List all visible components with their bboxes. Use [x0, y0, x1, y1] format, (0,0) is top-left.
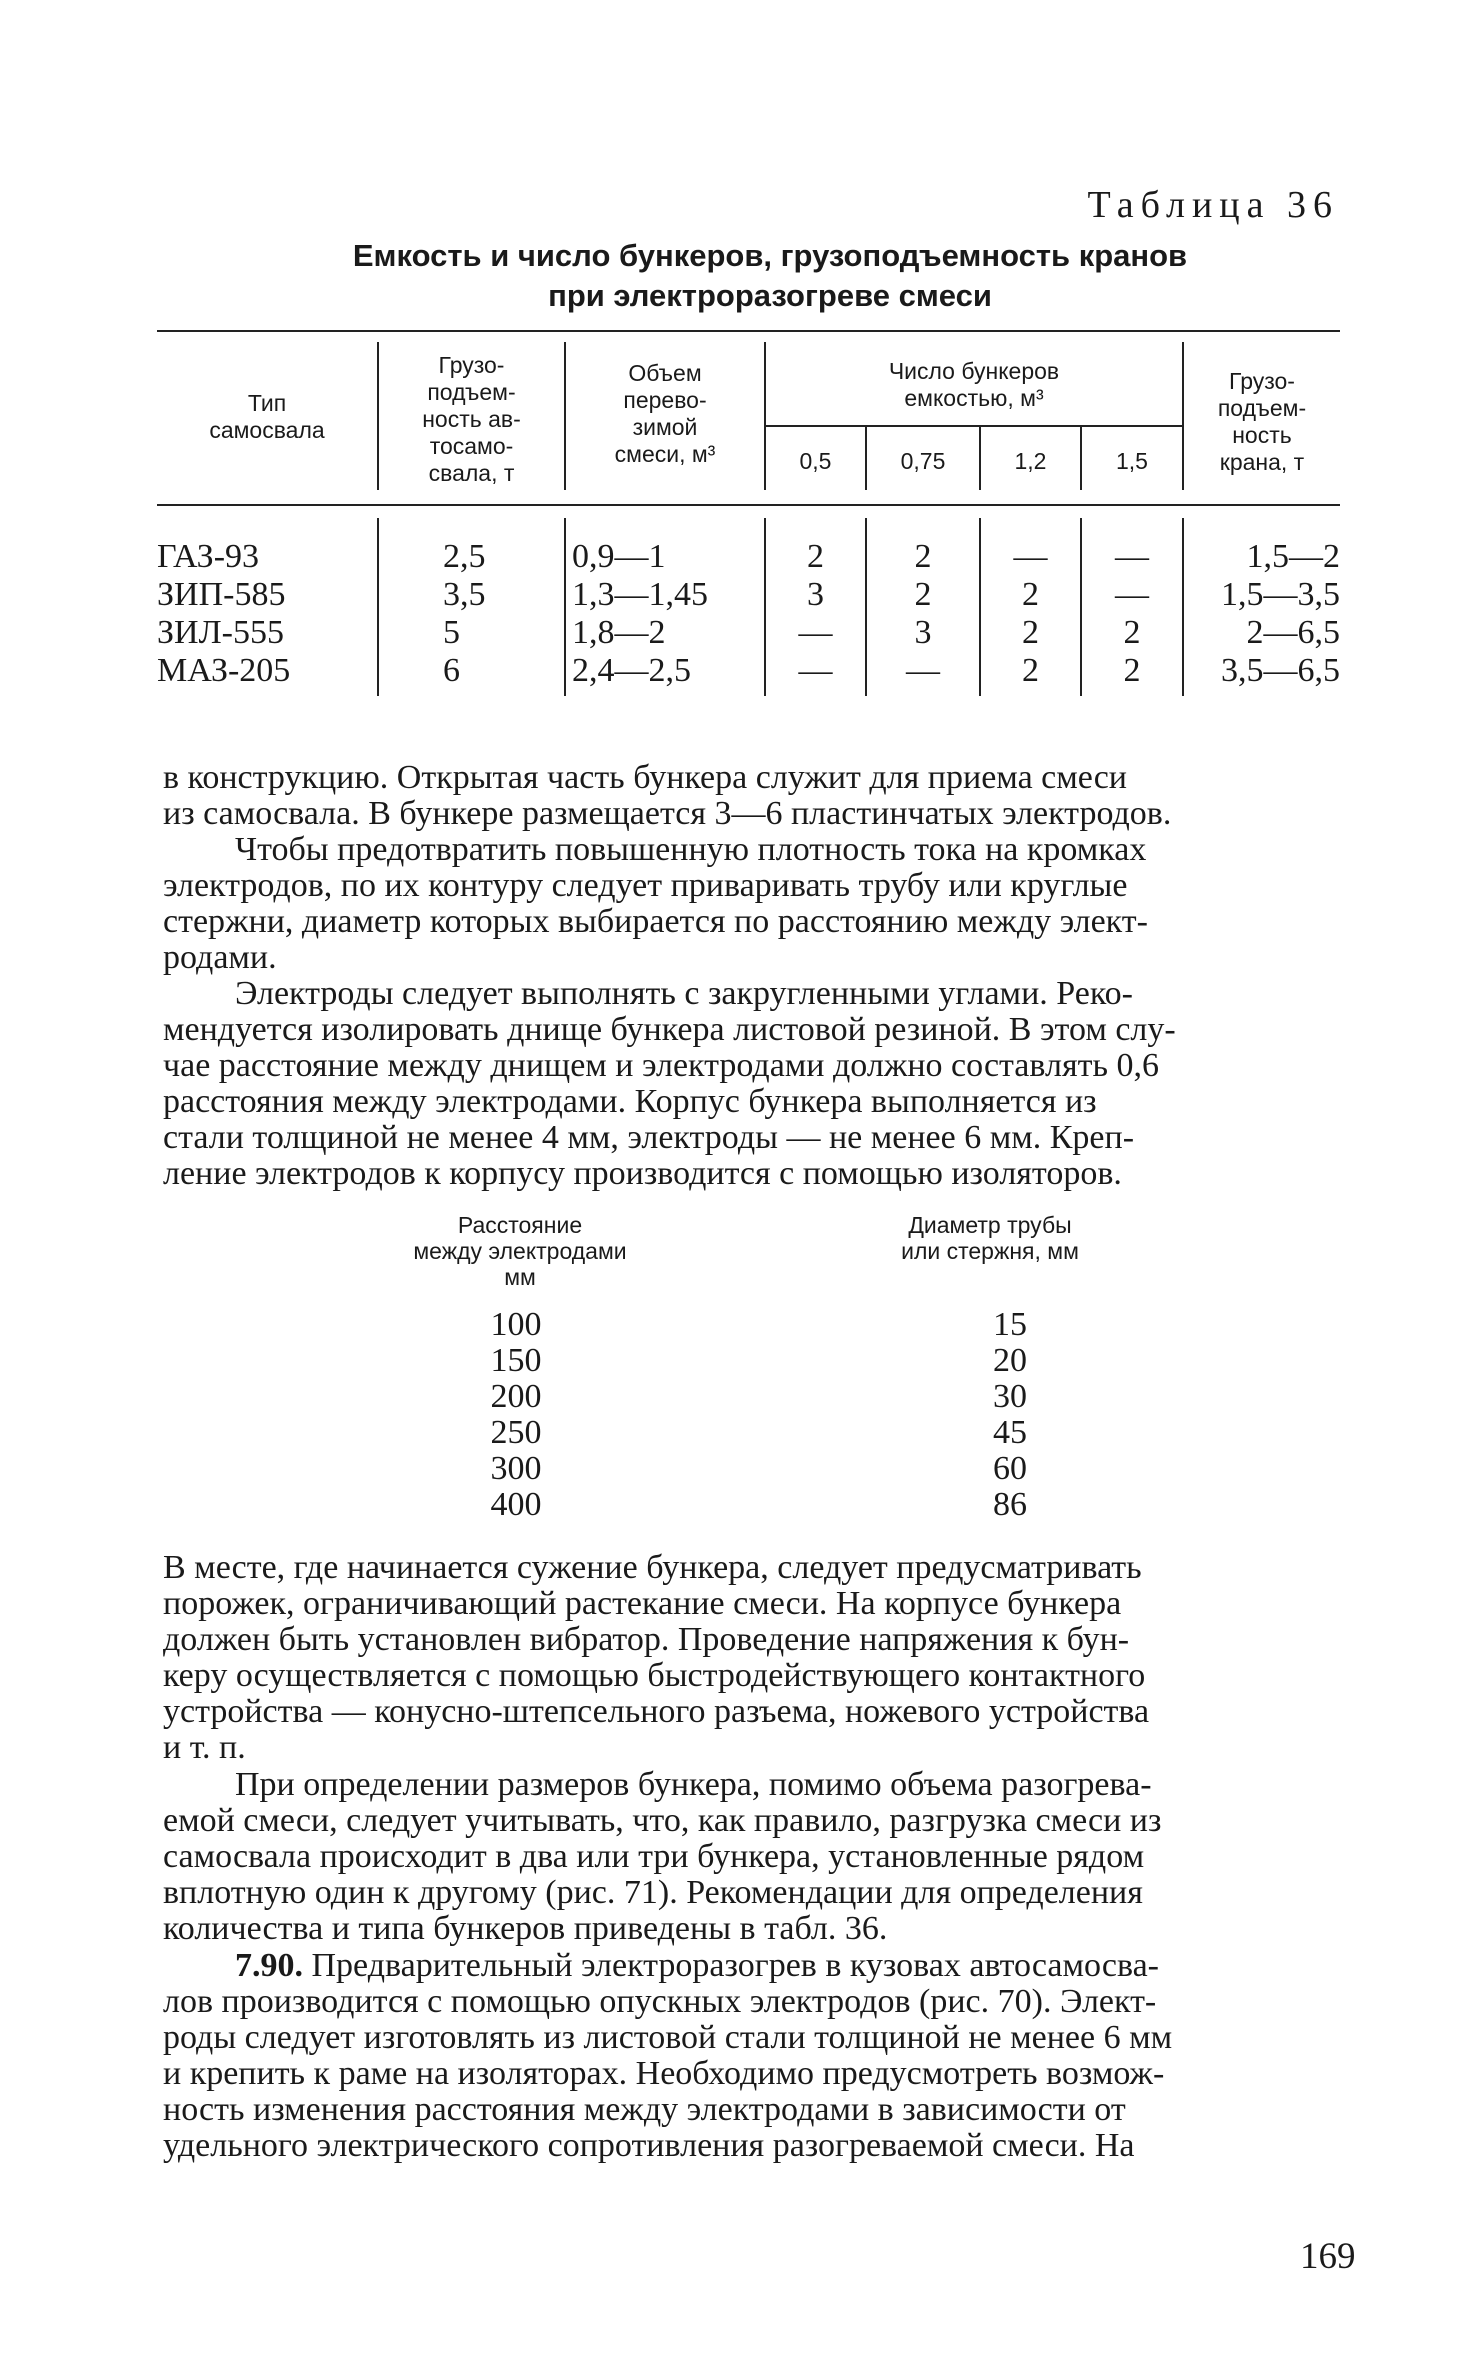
column-bunker-0-5: [766, 538, 865, 690]
text-line: чае расстояние между днищем и электродами должно составлять 0,6: [163, 1047, 1159, 1084]
table-cell: 2: [914, 576, 932, 613]
table-cell: 200: [490, 1378, 542, 1415]
table-cell: 2,5: [443, 538, 486, 575]
text-line: емой смеси, следует учитывать, что, как правило, разгрузка смеси из: [163, 1802, 1162, 1839]
column-truck-capacity: [443, 538, 553, 690]
table-title-line: Емкость и число бункеров, грузоподъемность кранов: [352, 238, 1188, 273]
table-cell: 3: [807, 576, 824, 613]
table-cell: 1,5—2: [1246, 538, 1340, 575]
text-line: в конструкцию. Открытая часть бункера служит для приема смеси: [163, 759, 1127, 796]
paragraph: [163, 1948, 1343, 2164]
text-line: При определении размеров бункера, помимо объема разогрева-: [235, 1766, 1152, 1803]
text-line: родами.: [163, 939, 277, 976]
table-cell: 100: [490, 1306, 542, 1343]
col-rule: [377, 518, 379, 696]
column-bunker-1-2: [981, 538, 1080, 690]
table-cell: 1,8—2: [572, 614, 666, 651]
table-cell: МАЗ-205: [157, 652, 291, 689]
table-cell: 2—6,5: [1246, 614, 1340, 651]
header-text: между электродами: [413, 1238, 627, 1264]
text-line: мендуется изолировать днище бункера листовой резиной. В этом слу-: [163, 1011, 1176, 1048]
table-cell: 2: [1123, 652, 1141, 689]
paragraph: [163, 1767, 1343, 1947]
header-text: емкостью, м³: [904, 385, 1044, 411]
header-text: мм: [504, 1264, 536, 1290]
table-cell: 3,5—6,5: [1221, 652, 1340, 689]
table-cell: 60: [993, 1450, 1027, 1487]
text-line: электродов, по их контуру следует приваривать трубу или круглые: [163, 867, 1128, 904]
table-cell: ГАЗ-93: [157, 538, 260, 575]
table-cell: ЗИЛ-555: [157, 614, 284, 651]
table-cell: 20: [993, 1342, 1027, 1379]
paragraph: [163, 760, 1343, 832]
table-cell: 2: [807, 538, 824, 575]
header-text: крана, т: [1219, 449, 1305, 475]
text-line: количества и типа бункеров приведены в табл. 36.: [163, 1910, 888, 1947]
header-text: свала, т: [428, 460, 515, 486]
header-text: Число бункеров: [888, 358, 1060, 384]
table-cell: 150: [490, 1342, 542, 1379]
page-number: 169: [1300, 2236, 1356, 2277]
header-text: тосамо-: [429, 433, 514, 459]
table-cell: —: [1013, 538, 1048, 575]
distance-header: [340, 1212, 700, 1290]
table-cell: 2: [914, 538, 932, 575]
header-text: ность ав-: [422, 406, 521, 432]
table-cell: 2: [1022, 614, 1039, 651]
section-number: 7.90.: [235, 1947, 303, 1984]
text-line: порожек, ограничивающий растекание смеси. На корпусе бункера: [163, 1585, 1122, 1622]
table-cell: 400: [490, 1486, 542, 1523]
table-cell: 2: [1022, 652, 1039, 689]
table-cell: 86: [993, 1486, 1027, 1523]
column-bunker-1-5: [1082, 538, 1182, 690]
header-text: смеси, м³: [614, 441, 716, 467]
header-text: самосвала: [209, 417, 325, 443]
header-text: Грузо-: [1229, 368, 1295, 394]
header-volume: [566, 360, 764, 468]
table-top-rule: [157, 330, 1340, 332]
header-text: зимой: [632, 414, 698, 440]
header-text: Объем: [628, 360, 702, 386]
table-cell: 0,9—1: [572, 538, 666, 575]
text-line: керу осуществляется с помощью быстродействующего контактного: [163, 1657, 1146, 1694]
text-line: В месте, где начинается сужение бункера, следует предусматривать: [163, 1549, 1142, 1586]
diameter-header: [830, 1212, 1150, 1264]
header-bunker-0-75: 0,75: [900, 448, 946, 474]
header-text: или стержня, мм: [901, 1238, 1079, 1264]
header-bunker-1-5: 1,5: [1116, 448, 1148, 474]
header-bunkers-group: [766, 358, 1182, 412]
table-cell: 1,3—1,45: [572, 576, 708, 613]
table-header-rule: [157, 504, 1340, 506]
text-line: из самосвала. В бункере размещается 3—6 пластинчатых электродов.: [163, 795, 1172, 832]
table-label: Таблица 36: [1087, 184, 1339, 226]
table-title-line: при электроразогреве смеси: [548, 278, 992, 313]
text-line: и т. п.: [163, 1729, 246, 1766]
table-cell: 3,5: [443, 576, 486, 613]
table-cell: ЗИП-585: [157, 576, 286, 613]
text-line: ление электродов к корпусу производится с помощью изоляторов.: [163, 1155, 1122, 1192]
text-line: роды следует изготовлять из листовой стали толщиной не менее 6 мм: [163, 2019, 1173, 2056]
header-text: подъем-: [1217, 395, 1307, 421]
text-line: стали толщиной не менее 4 мм, электроды — не менее 6 мм. Креп-: [163, 1119, 1135, 1156]
text-line: вплотную один к другому (рис. 71). Рекомендации для определения: [163, 1874, 1143, 1911]
header-text: Диаметр трубы: [908, 1212, 1072, 1238]
text-line: лов производится с помощью опускных электродов (рис. 70). Элект-: [163, 1983, 1157, 2020]
diameter-column: [940, 1307, 1080, 1523]
table-cell: 45: [993, 1414, 1027, 1451]
bunker-group-rule: [764, 425, 1182, 427]
table-cell: 1,5—3,5: [1221, 576, 1340, 613]
column-truck-type: [157, 538, 367, 690]
table-cell: —: [798, 614, 833, 651]
header-truck-type: [157, 390, 377, 444]
header-text: подъем-: [427, 379, 516, 405]
table-cell: 5: [443, 614, 460, 651]
header-text: Тип: [247, 390, 287, 416]
paragraph: [163, 976, 1343, 1192]
text-line: [163, 1948, 1343, 1984]
header-text: перево-: [623, 387, 707, 413]
header-crane-capacity: [1184, 368, 1340, 476]
paragraph: [163, 832, 1343, 976]
table-cell: 15: [993, 1306, 1027, 1343]
column-crane-capacity: [1184, 538, 1340, 690]
header-truck-capacity: [379, 352, 564, 487]
text-line: устройства — конусно-штепсельного разъема, ножевого устройства: [163, 1693, 1150, 1730]
table-cell: 6: [443, 652, 460, 689]
header-text: Расстояние: [457, 1212, 583, 1238]
distance-column: [446, 1307, 586, 1523]
header-text: ность: [1232, 422, 1292, 448]
table-cell: —: [1115, 538, 1149, 575]
table-cell: —: [1115, 576, 1149, 613]
table-cell: 2,4—2,5: [572, 652, 691, 689]
text-line: должен быть установлен вибратор. Проведение напряжения к бун-: [163, 1621, 1130, 1658]
table-cell: —: [906, 652, 940, 689]
column-volume: [572, 538, 762, 690]
table-title: [180, 236, 1360, 316]
table-cell: —: [798, 652, 833, 689]
col-rule: [564, 518, 566, 696]
header-text: Грузо-: [438, 352, 505, 378]
table-cell: 250: [490, 1414, 542, 1451]
paragraph: [163, 1550, 1343, 1766]
column-bunker-0-75: [867, 538, 979, 690]
header-bunker-0-5: 0,5: [799, 448, 832, 474]
header-bunker-1-2: 1,2: [1014, 448, 1047, 474]
text-line: стержни, диаметр которых выбирается по расстоянию между элект-: [163, 903, 1148, 940]
text-line: Электроды следует выполнять с закругленными углами. Реко-: [235, 975, 1133, 1012]
text-line: удельного электрического сопротивления разогреваемой смеси. На: [163, 2127, 1135, 2164]
text-line: Чтобы предотвратить повышенную плотность тока на кромках: [235, 831, 1147, 868]
table-cell: 30: [993, 1378, 1027, 1415]
text-line: и крепить к раме на изоляторах. Необходимо предусмотреть возмож-: [163, 2055, 1165, 2092]
text-line: самосвала происходит в два или три бункера, установленные рядом: [163, 1838, 1145, 1875]
text-line: ность изменения расстояния между электродами в зависимости от: [163, 2091, 1126, 2128]
table-cell: 2: [1123, 614, 1141, 651]
table-cell: 3: [914, 614, 932, 651]
text-line: расстояния между электродами. Корпус бункера выполняется из: [163, 1083, 1097, 1120]
text-fragment: Предварительный электроразогрев в кузовах автосамосва-: [303, 1947, 1159, 1984]
table-cell: 2: [1022, 576, 1039, 613]
table-cell: 300: [490, 1450, 542, 1487]
